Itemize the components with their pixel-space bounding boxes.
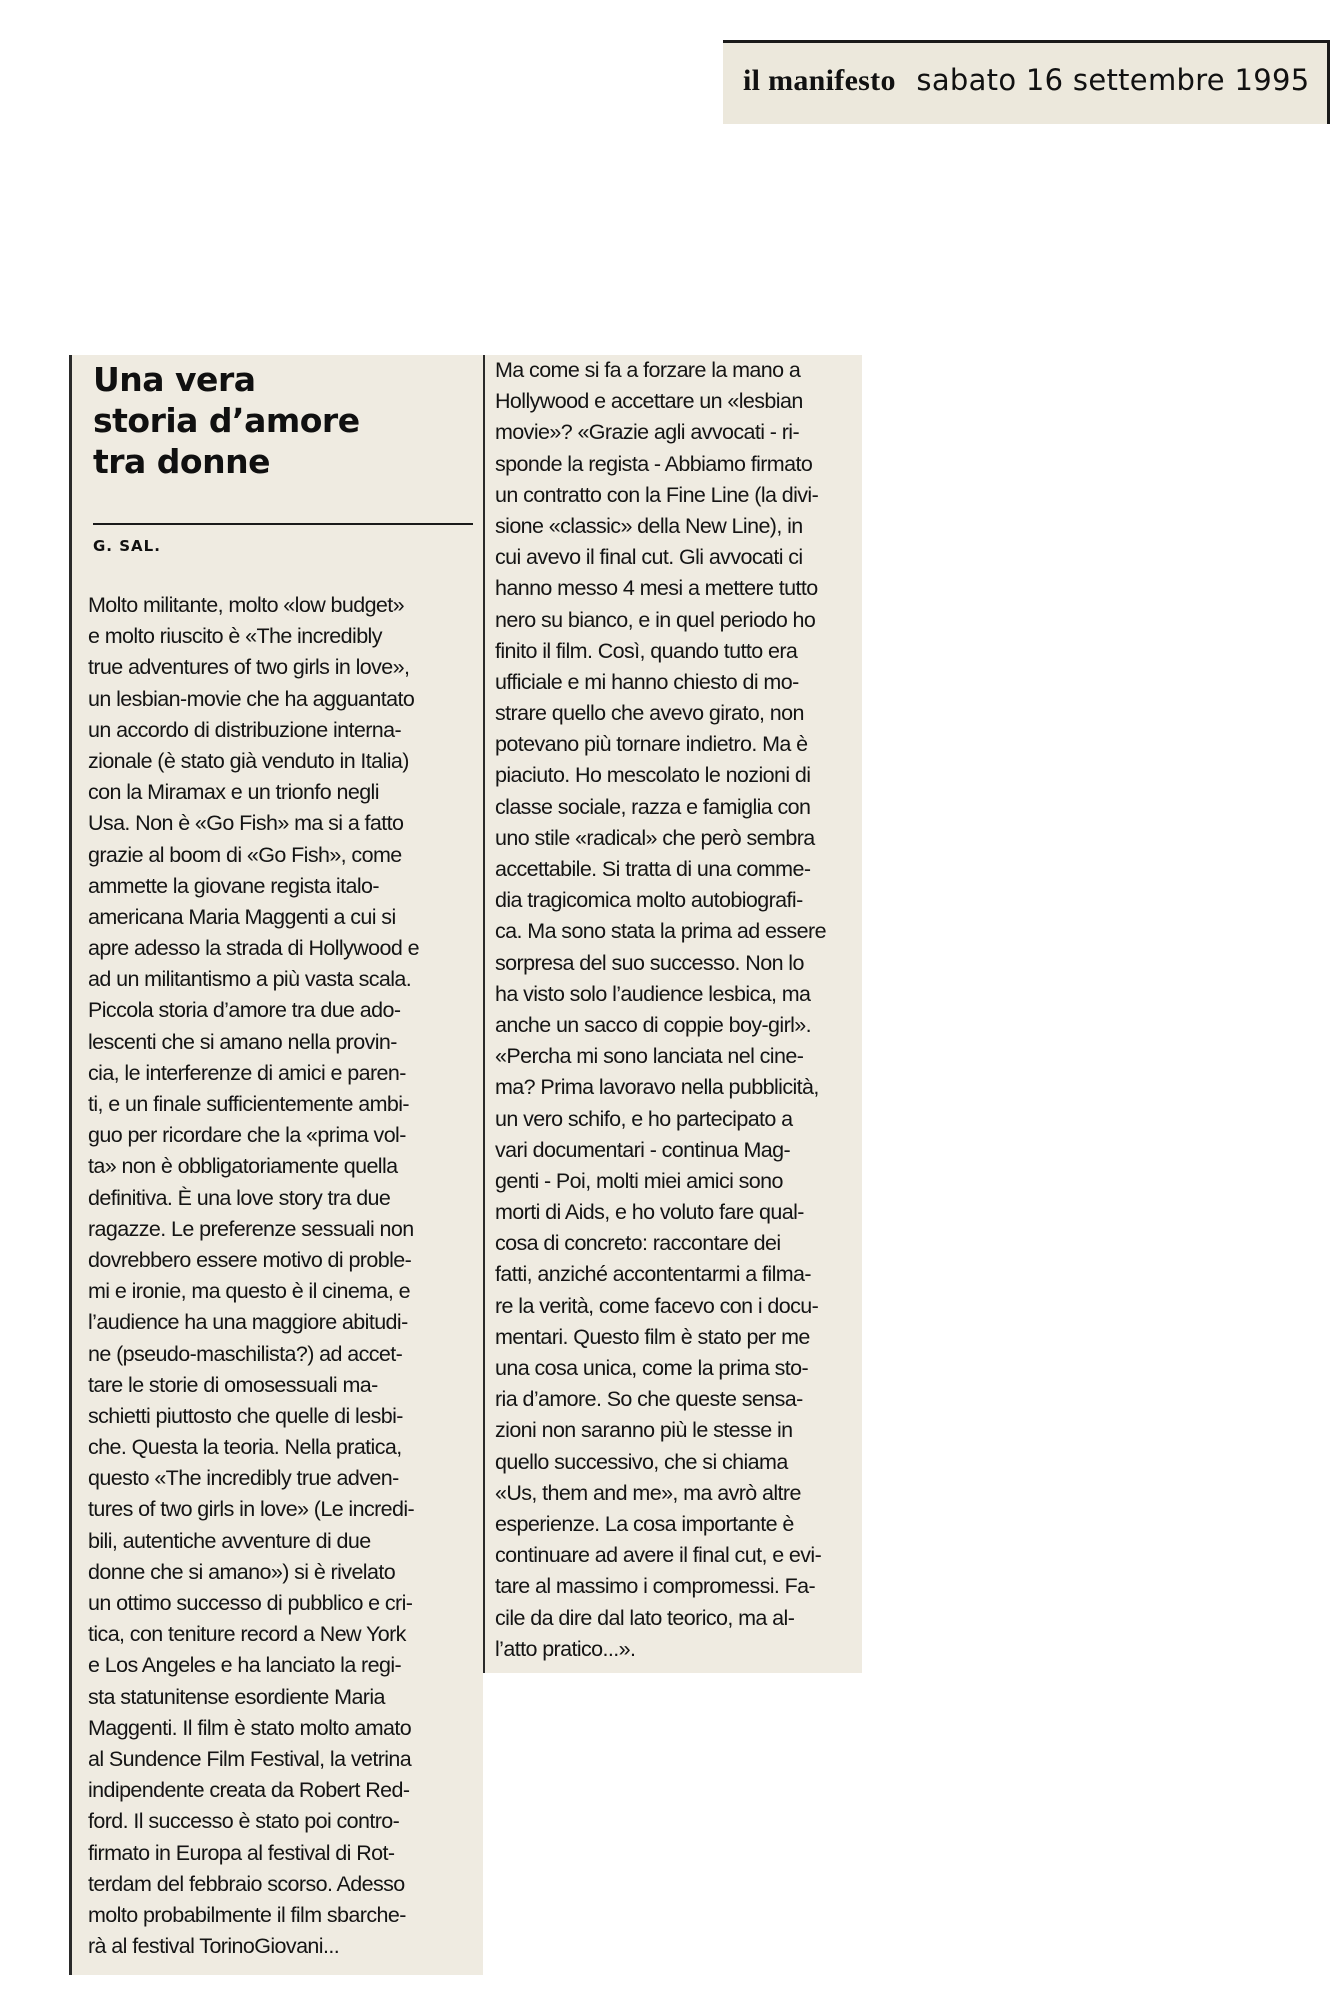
article-text-line: Maggenti. Il film è stato molto amato — [88, 1715, 412, 1740]
article-text-line: tures of two girls in love» (Le incredi- — [88, 1497, 415, 1522]
article-text-line: ta» non è obbligatoriamente quella — [88, 1154, 398, 1179]
article-text-line: apre adesso la strada di Hollywood e — [88, 936, 419, 961]
article-text-line: Ma come si fa a forzare la mano a — [495, 358, 801, 382]
article-text-line: l’atto pratico...». — [495, 1636, 636, 1661]
article-text-line: «Percha mi sono lanciata nel cine- — [495, 1044, 804, 1069]
article-text-line: con la Miramax e un trionfo negli — [88, 780, 379, 805]
article-text-line: dovrebbero essere motivo di proble- — [88, 1247, 412, 1272]
issue-date: sabato 16 settembre 1995 — [916, 63, 1310, 97]
article-text-line: genti - Poi, molti miei amici sono — [495, 1168, 783, 1193]
article-text-line: ford. Il successo è stato poi contro- — [88, 1809, 400, 1834]
article-text-line: mi e ironie, ma questo è il cinema, e — [88, 1279, 410, 1304]
article-text-line: indipendente creata da Robert Red- — [88, 1778, 410, 1803]
article-text-line: ne (pseudo-maschilista?) ad accet- — [88, 1341, 403, 1366]
article-text-line: schietti piuttosto che quelle di lesbi- — [88, 1403, 403, 1428]
article-text-line: esperienze. La cosa importante è — [495, 1511, 794, 1536]
article-text-line: sponde la regista - Abbiamo firmato — [495, 451, 813, 476]
article-text-line: continuare ad avere il final cut, e evi- — [495, 1543, 822, 1568]
article-text-line: quello successivo, che si chiama — [495, 1449, 788, 1474]
article-column-2 — [495, 355, 826, 1665]
article-text-line: ragazze. Le preferenze sessuali non — [88, 1216, 414, 1241]
article-text-line: un accordo di distribuzione interna- — [88, 717, 402, 742]
article-text-line: guo per ricordare che la «prima vol- — [88, 1123, 406, 1148]
article-text-line: firmato in Europa al festival di Rot- — [88, 1840, 395, 1865]
article-text-line: piaciuto. Ho mescolato le nozioni di — [495, 763, 811, 788]
article-text-line: un ottimo successo di pubblico e cri- — [88, 1591, 413, 1615]
article-text-line: ti, e un finale sufficientemente ambi- — [88, 1092, 409, 1116]
article-text-line: ad un militantismo a più vasta scala. — [88, 967, 412, 992]
newspaper-masthead — [723, 40, 1330, 124]
article-text-line: ufficiale e mi hanno chiesto di mo- — [495, 669, 799, 694]
article-text-line: true adventures of two girls in love», — [88, 655, 410, 680]
masthead-text — [743, 63, 1309, 98]
article-clipping-right — [483, 355, 862, 1673]
article-text-line: dia tragicomica molto autobiografi- — [495, 888, 803, 913]
article-text-line: morti di Aids, e ho voluto fare qual- — [495, 1200, 804, 1225]
article-text-line: nero su bianco, e in quel periodo ho — [495, 607, 816, 632]
article-text-line: zionale (è stato già venduto in Italia) — [88, 748, 409, 773]
article-text-line: finito il film. Così, quando tutto era — [495, 638, 798, 663]
article-text-line: strare quello che avevo girato, non — [495, 701, 804, 726]
article-text-line: e molto riuscito è «The incredibly — [88, 624, 382, 649]
article-text-line: al Sundence Film Festival, la vetrina — [88, 1746, 412, 1771]
article-text-line: classe sociale, razza e famiglia con — [495, 794, 811, 819]
article-text-line: un contratto con la Fine Line (la divi- — [495, 482, 819, 507]
article-text-line: definitiva. È una love story tra due — [88, 1185, 391, 1210]
article-text-line: vari documentari - continua Mag- — [495, 1137, 791, 1162]
article-column-1 — [88, 590, 419, 1962]
article-text-line: Piccola storia d’amore tra due ado- — [88, 998, 401, 1023]
article-text-line: un lesbian-movie che ha agguantato — [88, 686, 415, 711]
article-text-line: fatti, anziché accontentarmi a filma- — [495, 1262, 811, 1287]
article-text-line: sorpresa del suo successo. Non lo — [495, 950, 804, 975]
article-text-line: americana Maria Maggenti a cui si — [88, 904, 396, 929]
article-text-line: anche un sacco di coppie boy-girl». — [495, 1012, 812, 1037]
article-text-line: cosa di concreto: raccontare dei — [495, 1231, 781, 1256]
article-text-line: ha visto solo l’audience lesbica, ma — [495, 981, 811, 1006]
article-text-line: cia, le interferenze di amici e paren- — [88, 1060, 406, 1085]
article-text-line: uno stile «radical» che però sembra — [495, 825, 815, 850]
article-text-line: donne che si amano») si è rivelato — [88, 1559, 396, 1584]
article-text-line: lescenti che si amano nella provin- — [88, 1029, 397, 1054]
article-text-line: tare le storie di omosessuali ma- — [88, 1372, 378, 1397]
article-text-line: terdam del febbraio scorso. Adesso — [88, 1871, 405, 1896]
article-text-line: hanno messo 4 mesi a mettere tutto — [495, 576, 818, 601]
article-text-line: molto probabilmente il film sbarche- — [88, 1902, 406, 1927]
article-text-line: ma? Prima lavoravo nella pubblicità, — [495, 1075, 819, 1100]
article-text-line: accettabile. Si tratta di una comme- — [495, 857, 811, 881]
article-text-line: ammette la giovane regista italo- — [88, 873, 379, 898]
article-text-line: movie»? «Grazie agli avvocati - ri- — [495, 420, 800, 445]
article-text-line: sione «classic» della New Line), in — [495, 513, 803, 538]
article-text-line: zioni non saranno più le stesse in — [495, 1418, 793, 1443]
article-text-line: rà al festival TorinoGiovani... — [88, 1934, 340, 1959]
article-text-line: l’audience ha una maggiore abitudi- — [88, 1310, 408, 1335]
article-text-line: che. Questa la teoria. Nella pratica, — [88, 1435, 402, 1460]
article-text-line: e Los Angeles e ha lanciato la regi- — [88, 1653, 402, 1678]
article-clipping-left — [69, 355, 483, 1975]
article-headline: Una vera storia d’amore tra donne — [93, 360, 360, 481]
newspaper-name: il manifesto — [743, 64, 896, 97]
article-text-line: bili, autentiche avventure di due — [88, 1528, 371, 1553]
article-text-line: sta statunitense esordiente Maria — [88, 1684, 385, 1709]
article-text-line: Hollywood e accettare un «lesbian — [495, 389, 803, 414]
article-text-line: una cosa unica, come la prima sto- — [495, 1356, 809, 1380]
article-byline: G. SAL. — [93, 537, 161, 555]
article-text-line: ca. Ma sono stata la prima ad essere — [495, 919, 826, 944]
article-text-line: tica, con teniture record a New York — [88, 1622, 406, 1647]
article-text-line: questo «The incredibly true adven- — [88, 1466, 399, 1491]
article-text-line: mentari. Questo film è stato per me — [495, 1324, 810, 1349]
article-text-line: grazie al boom di «Go Fish», come — [88, 842, 402, 867]
article-text-line: cui avevo il final cut. Gli avvocati ci — [495, 545, 803, 570]
headline-rule — [93, 523, 473, 525]
article-text-line: Usa. Non è «Go Fish» ma si a fatto — [88, 811, 404, 836]
article-text-line: tare al massimo i compromessi. Fa- — [495, 1574, 816, 1599]
article-text-line: un vero schifo, e ho partecipato a — [495, 1106, 793, 1131]
article-text-line: re la verità, come facevo con i docu- — [495, 1293, 819, 1318]
article-text-line: Molto militante, molto «low budget» — [88, 593, 405, 617]
article-text-line: ria d’amore. So che queste sensa- — [495, 1387, 803, 1412]
article-text-line: potevano più tornare indietro. Ma è — [495, 732, 808, 757]
article-text-line: «Us, them and me», ma avrò altre — [495, 1480, 801, 1505]
article-text-line: cile da dire dal lato teorico, ma al- — [495, 1605, 795, 1630]
